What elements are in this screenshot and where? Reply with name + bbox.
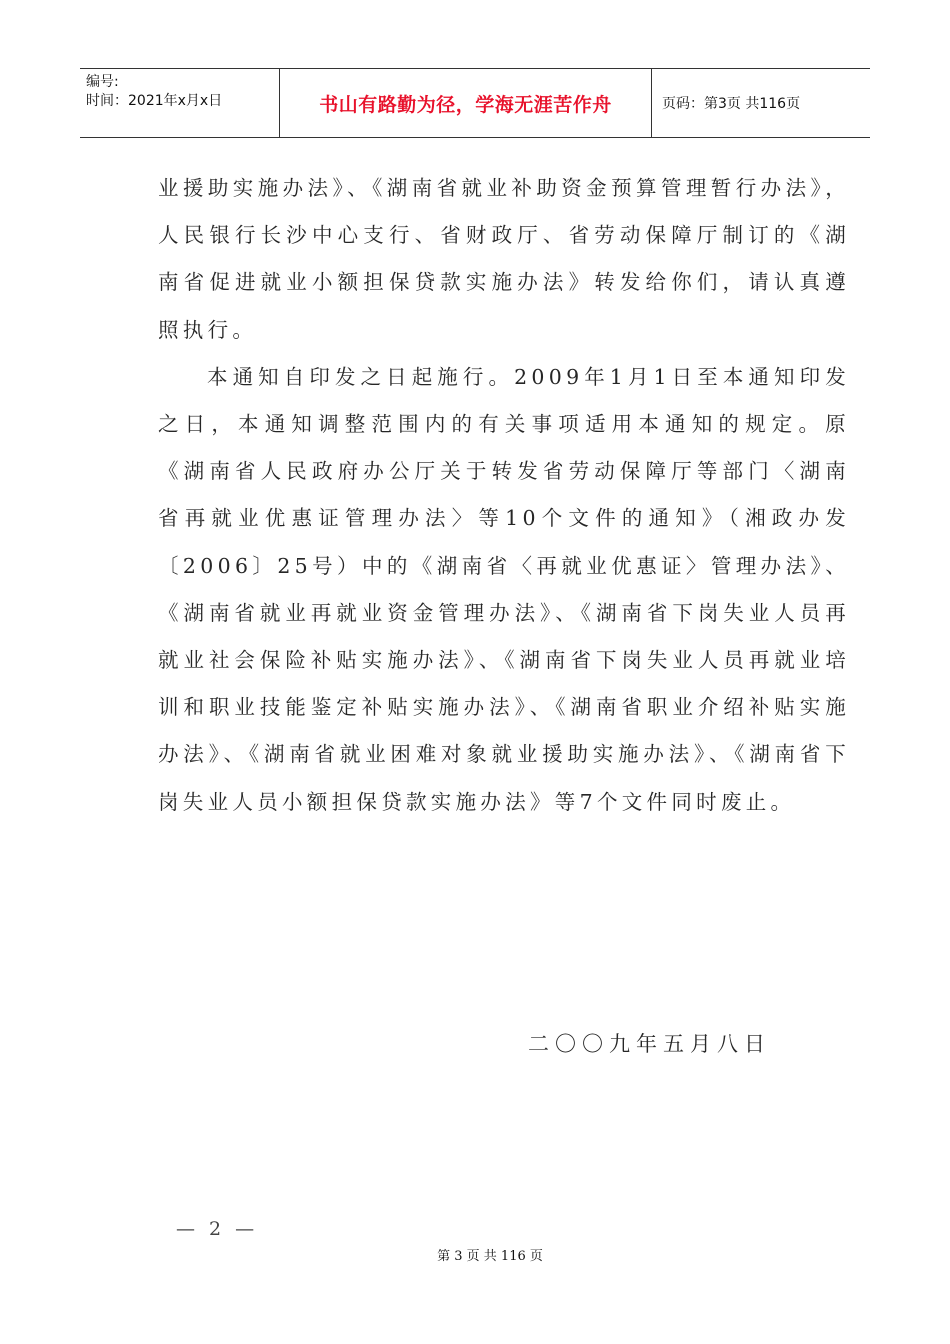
document-header	[80, 68, 870, 138]
body-paragraph-2: 本通知自印发之日起施行。2009年1月1日至本通知印发之日，本通知调整范围内的有关事项适用本通知的规定。原《湖南省人民政府办公厅关于转发省劳动保障厅等部门〈湖南省再就业优惠证管理办法〉等10个文件的通知》（湘政办发〔2006〕25号）中的《湖南省〈再就业优惠证〉管理办法》、《湖南省就业再就业资金管理办法》、《湖南省下岗失业人员再就业社会保险补贴实施办法》、《湖南省下岗失业人员再就业培训和职业技能鉴定补贴实施办法》、《湖南省职业介绍补贴实施办法》、《湖南省就业困难对象就业援助实施办法》、《湖南省下岗失业人员小额担保贷款实施办法》等7个文件同时废止。	[158, 364, 850, 814]
page-number-mark: — 2 —	[176, 1218, 259, 1240]
header-meta	[80, 69, 280, 137]
document-body	[158, 165, 850, 826]
header-page-info: 页码：第3页 共116页	[662, 96, 801, 112]
body-paragraph-1: 业援助实施办法》、《湖南省就业补助资金预算管理暂行办法》，人民银行长沙中心支行、省财政厅、省劳动保障厅制订的《湖南省促进就业小额担保贷款实施办法》转发给你们，请认真遵照执行。	[158, 176, 850, 342]
time-label: 时间：2021年x月x日	[86, 93, 223, 109]
header-motto: 书山有路勤为径，学海无涯苦作舟	[280, 69, 652, 137]
number-label: 编号:	[86, 74, 119, 90]
document-date: 二〇〇九年五月八日	[528, 1032, 771, 1056]
page-footer: 第 3 页 共 116 页	[437, 1249, 543, 1264]
